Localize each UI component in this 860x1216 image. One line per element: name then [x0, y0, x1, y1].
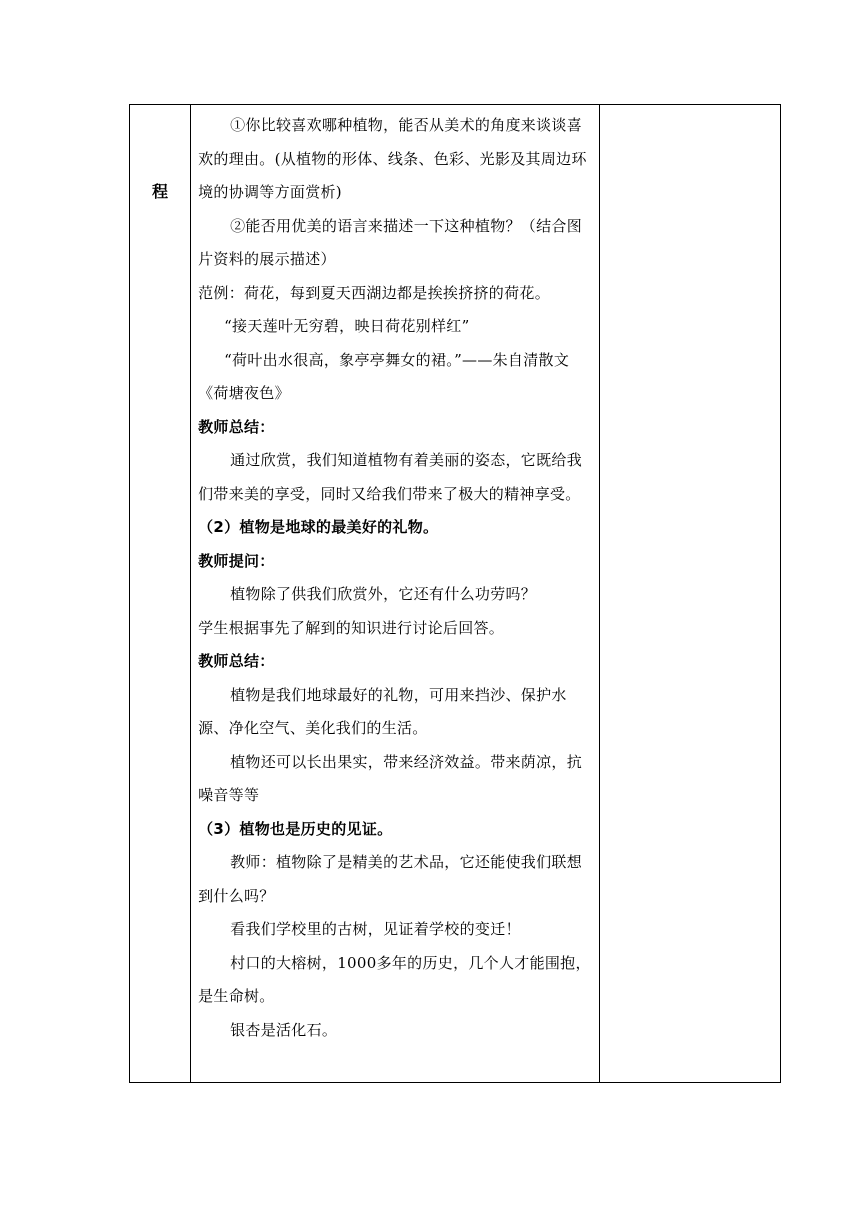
- example-ginkgo: 银杏是活化石。: [230, 1020, 338, 1039]
- notes-cell: [599, 105, 780, 1083]
- section-2-heading: （2）植物是地球的最美好的礼物。: [198, 518, 439, 536]
- process-label-cell: [130, 105, 191, 1083]
- teacher-prompt: 教师：植物除了是精美的艺术品，它还能使我们联想到什么吗？: [198, 853, 582, 905]
- question-text: 植物除了供我们欣赏外，它还有什么功劳吗？ 学生根据事先了解到的知识进行讨论后回答。: [198, 585, 537, 637]
- teacher-summary-heading-2: 教师总结：: [198, 652, 275, 670]
- prose-quote: “荷叶出水很高，象亭亭舞女的裙。”——朱自清散文《荷塘夜色》: [198, 350, 570, 402]
- summary-text-1: 通过欣赏，我们知道植物有着美丽的姿态，它既给我们带来美的享受，同时又给我们带来了极大的精神享受。: [198, 451, 582, 503]
- teacher-question-heading: 教师提问：: [198, 551, 275, 570]
- example-intro: 范例：荷花，每到夏天西湖边都是挨挨挤挤的荷花。: [198, 283, 550, 302]
- question-1: ①你比较喜欢哪种植物，能否从美术的角度来谈谈喜欢的理由。(从植物的形体、线条、色彩、光影及其周边环境的协调等方面赏析): [198, 116, 587, 201]
- lesson-plan-table: [129, 104, 781, 1083]
- summary-text-3: 植物还可以长出果实，带来经济效益。带来荫凉，抗噪音等等: [198, 752, 582, 804]
- table-row: [130, 105, 781, 1083]
- example-banyan: 村口的大榕树，1000多年的历史，几个人才能围抱，是生命树。: [198, 953, 591, 1005]
- teacher-summary-heading: 教师总结：: [198, 417, 275, 436]
- lesson-content-cell: [191, 105, 600, 1083]
- section-3-heading: （3）植物也是历史的见证。: [198, 819, 393, 838]
- example-old-tree: 看我们学校里的古树，见证着学校的变迁！: [230, 920, 521, 938]
- process-label: 程: [152, 182, 169, 201]
- poem-quote: “接天莲叶无穷碧，映日荷花别样红”: [224, 317, 470, 335]
- question-2: ②能否用优美的语言来描述一下这种植物？（结合图片资料的展示描述）: [198, 216, 582, 268]
- summary-text-2: 植物是我们地球最好的礼物，可用来挡沙、保护水源、净化空气、美化我们的生活。: [198, 685, 567, 737]
